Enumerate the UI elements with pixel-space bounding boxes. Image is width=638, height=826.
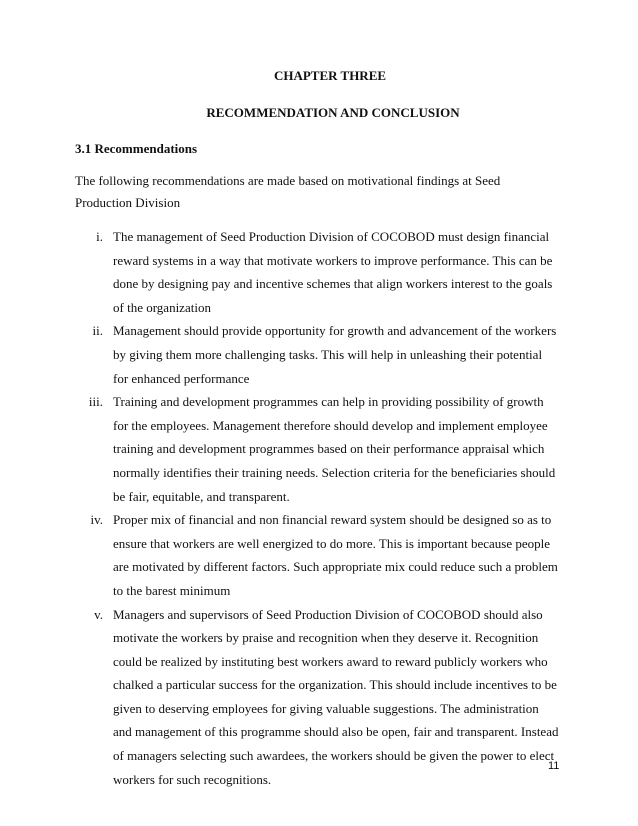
list-numeral: i. [96,229,103,244]
list-item [75,225,560,319]
chapter-heading: CHAPTER THREE [273,68,387,83]
list-item-text: Training and development programmes can help in providing possibility of growth for the employees. Management therefore should develop and implement employee training and development programmes based on their performance appraisal which normally identifies their training needs. Selection criteria for the beneficiaries should be fair, equitable, and transparent. [113,394,556,504]
page-number: 11 [548,760,560,772]
section-title: 3.1 Recommendations [75,141,198,156]
list-item-text: The management of Seed Production Division of COCOBOD must design financial reward systems in a way that motivate workers to improve performance. This can be done by designing pay and incentive schemes that align workers interest to the goals of the organization [113,229,553,315]
list-numeral: iv. [90,512,103,528]
list-item-text: Managers and supervisors of Seed Production Division of COCOBOD should also motivate the workers by praise and recognition when they deserve it. Recognition could be realized by instituting best workers award to reward publicly workers who chalked a particular success for the organization. This should include incentives to be given to deserving employees for giving valuable suggestions. The administration and management of this programme should also be open, fair and transparent. Instead of managers selecting such awardees, the workers should be given the power to elect workers for such recognitions. [113,606,559,787]
list-item [75,603,560,792]
list-item-text: Proper mix of financial and non financial reward system should be designed so as to ensure that workers are well energized to do more. This is important because people are motivated by different factors. Such appropriate mix could reduce such a problem to the barest minimum [113,512,558,598]
list-numeral: iii. [88,394,103,410]
list-numeral: v. [94,606,103,622]
recommendations-list [75,225,560,791]
list-item [75,508,560,602]
list-item [75,319,560,390]
intro-paragraph: The following recommendations are made based on motivational findings at Seed Production Division [75,173,501,210]
list-item-text: Management should provide opportunity for growth and advancement of the workers by giving them more challenging tasks. This will help in unleashing their potential for enhanced performance [113,323,557,386]
list-numeral: ii. [92,323,103,339]
chapter-title: RECOMMENDATION AND CONCLUSION [206,105,460,120]
list-item [75,390,560,508]
